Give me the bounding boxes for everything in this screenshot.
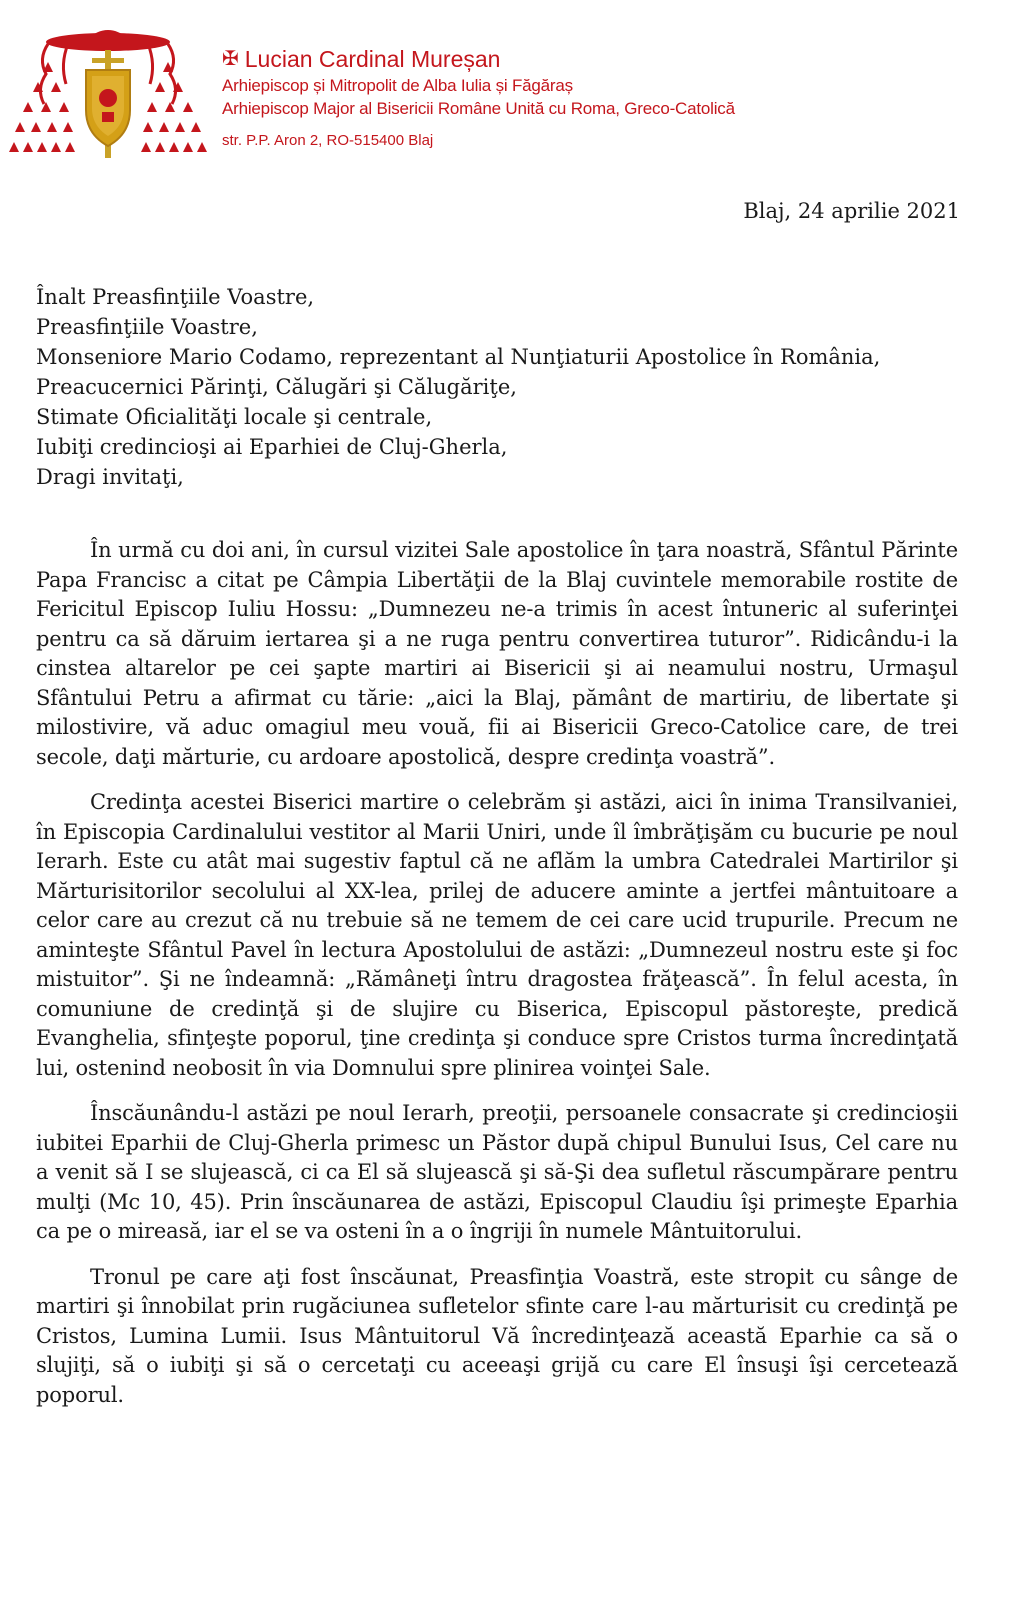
body-paragraph: Tronul pe care aţi fost înscăunat, Preasfinţia Voastră, este stropit cu sânge de martiri şi înnobilat prin rugăciunea sufletelor sfinte care l-au mărturisit cu credinţă pe Cristos, Lumina Lumii. Isus Mântuitorul Vă încredinţează această Eparhie ca să o slujiţi, să o iubiţi şi să o cercetaţi cu aceeaşi grijă cu care El însuşi îşi cercetează poporul. bbox=[36, 1264, 958, 1407]
salutation-line: Monseniore Mario Codamo, reprezentant al Nunţiaturii Apostolice în România, bbox=[36, 345, 881, 369]
body-paragraph: În urmă cu doi ani, în cursul vizitei Sale apostolice în ţara noastră, Sfântul Părinte Papa Francisc a citat pe Câmpia Libertăţii de la Blaj cuvintele memorabile rostite de Fericitul Episcop Iuliu Hossu: „Dumnezeu ne-a trimis în acest întuneric al suferinţei pentru ca să dăruim iertarea şi a ne ruga pentru convertirea tuturor”. Ridicându-i la cinstea altarelor pe cei şapte martiri ai Bisericii şi ai neamului nostru, Urmaşul Sfântului Petru a afirmat cu tărie: „aici la Blaj, pământ de martiriu, de libertate şi milostivire, vă aduc omagiul meu vouă, fii ai Bisericii Greco-Catolice care, de trei secole, daţi mărturie, cu ardoare apostolică, despre credinţa voastră”. bbox=[36, 538, 958, 769]
cardinal-coat-of-arms-icon bbox=[8, 14, 208, 164]
salutation-block bbox=[36, 282, 976, 492]
salutation-line: Iubiţi credincioşi ai Eparhiei de Cluj-Gherla, bbox=[36, 435, 508, 459]
letterhead bbox=[222, 44, 982, 152]
letter-date: Blaj, 24 aprilie 2021 bbox=[743, 199, 960, 223]
salutation-line: Preasfinţiile Voastre, bbox=[36, 315, 258, 339]
letterhead-name: Lucian Cardinal Mureșan bbox=[244, 46, 501, 72]
letterhead-name-row bbox=[222, 44, 982, 74]
letter-body bbox=[36, 536, 958, 1426]
body-paragraph: Credinţa acestei Biserici martire o celebrăm şi astăzi, aici în inima Transilvaniei, în Episcopia Cardinalului vestitor al Marii Uniri, unde îl îmbrăţişăm cu bucurie pe noul Ierarh. Este cu atât mai sugestiv faptul că ne aflăm la umbra Catedralei Martirilor şi Mărturisitorilor secolului al XX-lea, prilej de aducere aminte a jertfei mântuitoare a celor care au crezut că nu trebuie să ne temem de cei care ucid trupurile. Precum ne aminteşte Sfântul Pavel în lectura Apostolului de astăzi: „Dumnezeul nostru este şi foc mistuitor”. Şi ne îndeamnă: „Rămâneţi întru dragostea frăţească”. În felul acesta, în comuniune de credinţă şi de slujire cu Biserica, Episcopul păstoreşte, predică Evanghelia, sfinţeşte poporul, ţine credinţa şi conduce spre Cristos turma încredinţată lui, ostenind neobosit în via Domnului spre plinirea voinţei Sale. bbox=[36, 790, 958, 1080]
salutation-line: Stimate Oficialităţi locale şi centrale, bbox=[36, 405, 433, 429]
letterhead-title-2: Arhiepiscop Major al Bisericii Române Unită cu Roma, Greco-Catolică bbox=[222, 99, 735, 118]
salutation-line: Preacucernici Părinţi, Călugări şi Călugăriţe, bbox=[36, 375, 517, 399]
salutation-line: Înalt Preasfinţiile Voastre, bbox=[36, 285, 315, 309]
maltese-cross-icon: ✠ bbox=[222, 48, 239, 70]
salutation-line: Dragi invitaţi, bbox=[36, 465, 184, 489]
letterhead-address: str. P.P. Aron 2, RO-515400 Blaj bbox=[222, 132, 434, 149]
body-paragraph: Înscăunându-l astăzi pe noul Ierarh, preoţii, persoanele consacrate şi credincioşii iubitei Eparhii de Cluj-Gherla primesc un Păstor după chipul Bunului Isus, Cel care nu a venit să I se slujească, ci ca El să slujească şi să-Şi dea sufletul răscumpărare pentru mulţi (Mc 10, 45). Prin înscăunarea de astăzi, Episcopul Claudiu îşi primeşte Eparhia ca pe o mireasă, iar el se va osteni în a o îngriji în numele Mântuitorului. bbox=[36, 1101, 958, 1243]
letterhead-title-1: Arhiepiscop și Mitropolit de Alba Iulia și Făgăraș bbox=[222, 76, 573, 95]
